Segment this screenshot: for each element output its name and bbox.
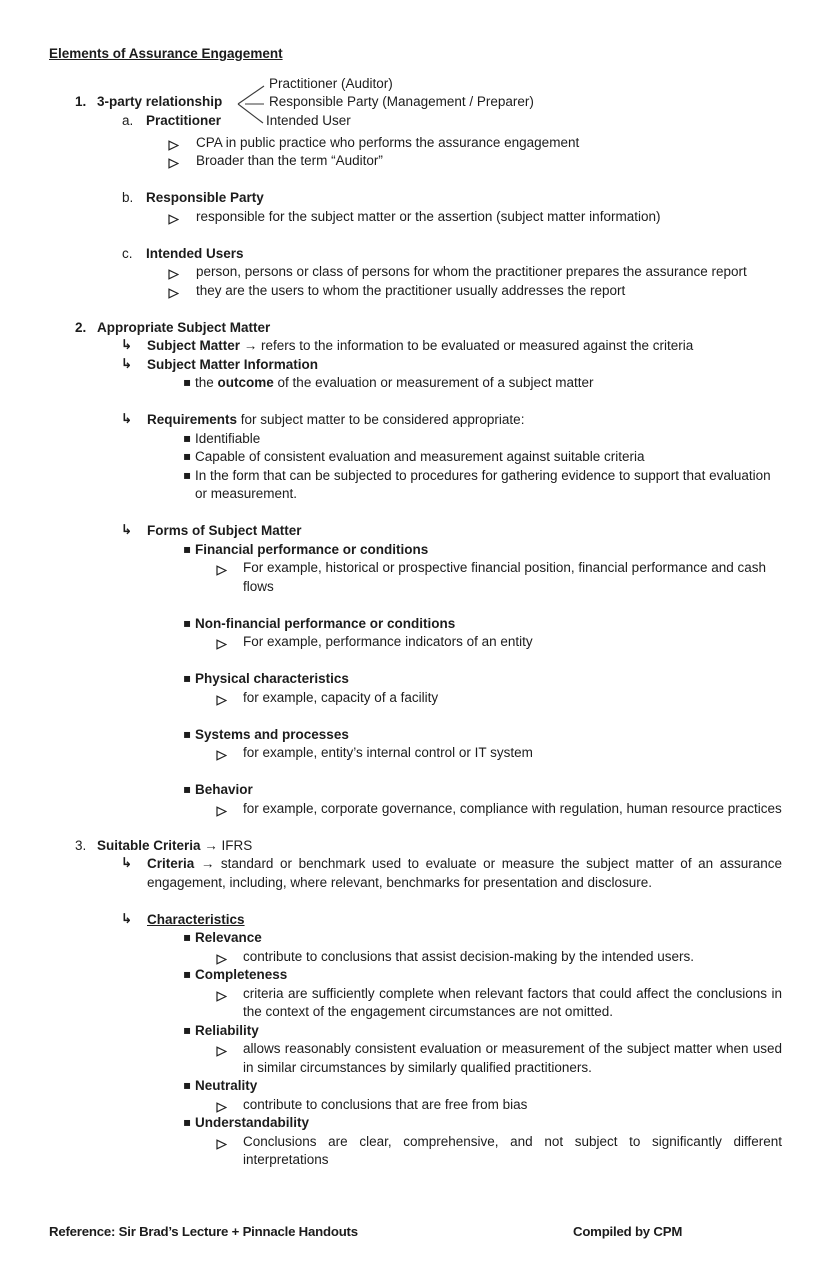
- term: Forms of Subject Matter: [147, 523, 302, 538]
- item1c-label: Intended Users: [146, 245, 244, 261]
- square-bullet-icon: ▪: [183, 615, 192, 630]
- bullet-line: [49, 1133, 782, 1170]
- square-bullet-icon: ▪: [183, 375, 192, 389]
- term: Neutrality: [195, 1078, 258, 1093]
- square-bullet-line: [49, 615, 782, 634]
- item1a-heading: [122, 112, 221, 131]
- square-bullet-line: [49, 1077, 782, 1096]
- bullet-line: [49, 208, 782, 227]
- item1a-letter: a.: [122, 112, 134, 128]
- diagram-branch-intended-user: Intended User: [266, 112, 351, 128]
- term: Completeness: [195, 967, 288, 982]
- diagram-branch-responsible-party: Responsible Party (Management / Preparer): [269, 94, 534, 109]
- square-bullet-line: [49, 1022, 782, 1041]
- item1a-label: Practitioner: [146, 112, 222, 128]
- page-footer: [49, 1223, 782, 1242]
- term: Understandability: [195, 1115, 310, 1130]
- spacer: [49, 818, 782, 837]
- bullet-text: responsible for the subject matter or the assertion (subject matter information): [196, 208, 661, 224]
- arrow-bullet-icon: [168, 286, 179, 297]
- square-bullet-line: [49, 966, 782, 985]
- term: Requirements: [147, 412, 238, 427]
- spacer: [49, 763, 782, 782]
- diagram-branch-practitioner: Practitioner (Auditor): [269, 75, 393, 91]
- footer-reference: Reference: Sir Brad’s Lecture + Pinnacle Handouts: [49, 1224, 358, 1239]
- spacer: [49, 652, 782, 671]
- square-bullet-line: [49, 541, 782, 560]
- arrow-bullet-icon: [216, 989, 227, 1000]
- arrow-bullet-icon: [168, 156, 179, 167]
- bullet-line: [49, 633, 782, 652]
- bullet-line: [49, 152, 782, 171]
- square-bullet-icon: ▪: [183, 467, 192, 482]
- arrow-bullet-icon: [216, 637, 227, 648]
- term: Subject Matter: [147, 338, 241, 353]
- bullet-text: for example, corporate governance, compliance with regulation, human resource practices: [243, 800, 782, 816]
- bullet-text: contribute to conclusions that assist decision-making by the intended users.: [243, 948, 694, 964]
- bullet-text: person, persons or class of persons for whom the practitioner prepares the assurance report: [196, 264, 747, 279]
- bullet-text: for example, entity’s internal control or IT system: [243, 745, 533, 760]
- item3-label: Suitable Criteria: [97, 837, 201, 853]
- item1-number: 1.: [75, 94, 87, 109]
- arrow-bullet-icon: [216, 693, 227, 704]
- square-bullet-icon: ▪: [183, 430, 192, 445]
- arrow-bullet-icon: [216, 804, 227, 815]
- square-bullet-line: [49, 374, 782, 393]
- item2-heading: [49, 319, 782, 338]
- spacer: [49, 171, 782, 190]
- item1b-letter: b.: [122, 190, 134, 205]
- hook-bullet-icon: ↳: [121, 411, 133, 427]
- item3-label-rest: → IFRS: [200, 837, 253, 853]
- text: In the form that can be subjected to procedures for gathering evidence to support that evaluation or measurement.: [195, 467, 771, 501]
- text: Identifiable: [195, 430, 261, 446]
- text: of the evaluation or measurement of a subject matter: [273, 375, 594, 390]
- spacer: [49, 892, 782, 911]
- bullet-text: for example, capacity of a facility: [243, 689, 439, 705]
- hook-bullet-icon: ↳: [121, 855, 133, 871]
- square-bullet-line: [49, 726, 782, 745]
- hook-bullet-icon: ↳: [121, 355, 133, 372]
- hook-line: [49, 522, 782, 541]
- document-body: [49, 45, 782, 1170]
- square-bullet-line: [49, 430, 782, 449]
- text: the: [195, 375, 218, 390]
- hook-bullet-icon: ↳: [121, 522, 133, 538]
- arrow-bullet-icon: [216, 1137, 227, 1148]
- document-title: Elements of Assurance Engagement: [49, 46, 283, 61]
- square-bullet-icon: ▪: [183, 449, 192, 463]
- bullet-text: allows reasonably consistent evaluation or measurement of the subject matter when used in similar circumstances by similarly qualified practitioners.: [243, 1041, 782, 1075]
- bullet-text: For example, historical or prospective financial position, financial performance and cash flows: [243, 560, 767, 594]
- arrow-bullet-icon: [168, 138, 179, 149]
- square-bullet-icon: ▪: [183, 782, 192, 796]
- item1b-heading: [49, 189, 782, 208]
- item2-label: Appropriate Subject Matter: [97, 319, 271, 335]
- bullet-line: [49, 985, 782, 1022]
- square-bullet-line: [49, 467, 782, 504]
- square-bullet-line: [49, 1114, 782, 1133]
- item1-label: 3-party relationship: [97, 94, 223, 109]
- term: Financial performance or conditions: [195, 541, 429, 557]
- term: Relevance: [195, 930, 262, 945]
- item1c-heading: [49, 245, 782, 264]
- spacer: [49, 707, 782, 726]
- footer-compiled-by: Compiled by CPM: [573, 1224, 683, 1239]
- term: Criteria: [147, 856, 195, 871]
- term: Subject Matter Information: [147, 356, 319, 372]
- bullet-text: they are the users to whom the practitioner usually addresses the report: [196, 282, 626, 298]
- item3-number: 3.: [75, 837, 87, 853]
- spacer: [49, 596, 782, 615]
- square-bullet-icon: ▪: [183, 967, 192, 981]
- arrow-bullet-icon: [168, 267, 179, 278]
- bullet-line: [49, 134, 782, 153]
- hook-bullet-icon: ↳: [121, 910, 133, 927]
- square-bullet-icon: ▪: [183, 930, 192, 944]
- bullet-line: [49, 948, 782, 967]
- hook-line: [49, 411, 782, 430]
- bullet-text: contribute to conclusions that are free from bias: [243, 1096, 528, 1112]
- hook-line: [49, 356, 782, 375]
- arrow-bullet-icon: [216, 952, 227, 963]
- spacer: [49, 393, 782, 412]
- square-bullet-line: [49, 448, 782, 467]
- term: Reliability: [195, 1022, 259, 1038]
- item1-heading: [75, 93, 222, 112]
- square-bullet-icon: ▪: [183, 541, 192, 556]
- bullet-line: [49, 263, 782, 282]
- term: Physical characteristics: [195, 671, 349, 686]
- bullet-line: [49, 800, 782, 819]
- bullet-line: [49, 282, 782, 301]
- hook-line: [49, 337, 782, 356]
- characteristics-heading: Characteristics: [147, 911, 245, 927]
- bullet-text: criteria are sufficiently complete when relevant factors that could affect the conclusions in the context of the engagement circumstances are not omitted.: [243, 985, 782, 1019]
- square-bullet-line: [49, 781, 782, 800]
- square-bullet-icon: ▪: [183, 1022, 192, 1037]
- term: Systems and processes: [195, 726, 349, 742]
- bullet-text: Broader than the term “Auditor”: [196, 153, 383, 168]
- term: outcome: [217, 375, 274, 390]
- hook-bullet-icon: ↳: [121, 337, 133, 353]
- definition: for subject matter to be considered appropriate:: [237, 412, 525, 427]
- definition: → standard or benchmark used to evaluate or measure the subject matter of an assurance engagement, including, where relevant, benchmarks for presentation and disclosure.: [147, 856, 782, 890]
- square-bullet-line: [49, 929, 782, 948]
- square-bullet-icon: ▪: [183, 1115, 192, 1129]
- arrow-bullet-icon: [216, 1044, 227, 1055]
- definition: → refers to the information to be evaluated or measured against the criteria: [240, 338, 694, 353]
- spacer: [49, 226, 782, 245]
- item1b-label: Responsible Party: [146, 190, 264, 205]
- hook-line: [49, 911, 782, 930]
- bullet-text: For example, performance indicators of an entity: [243, 634, 533, 649]
- arrow-bullet-icon: [216, 748, 227, 759]
- term: Behavior: [195, 782, 253, 797]
- bullet-text: Conclusions are clear, comprehensive, and not subject to significantly different interpretations: [243, 1133, 782, 1167]
- bullet-text: CPA in public practice who performs the assurance engagement: [196, 134, 580, 150]
- arrow-bullet-icon: [168, 212, 179, 223]
- three-party-diagram: [49, 75, 782, 131]
- square-bullet-line: [49, 670, 782, 689]
- hook-line: [49, 855, 782, 892]
- bullet-line: [49, 1096, 782, 1115]
- square-bullet-icon: ▪: [183, 726, 192, 741]
- square-bullet-icon: ▪: [183, 671, 192, 685]
- bullet-line: [49, 744, 782, 763]
- bullet-line: [49, 559, 782, 596]
- item3-heading: [49, 837, 782, 856]
- arrow-bullet-icon: [216, 1100, 227, 1111]
- item2-number: 2.: [75, 319, 87, 335]
- spacer: [49, 300, 782, 319]
- spacer: [49, 504, 782, 523]
- bullet-line: [49, 689, 782, 708]
- arrow-bullet-icon: [216, 563, 227, 574]
- bullet-line: [49, 1040, 782, 1077]
- square-bullet-icon: ▪: [183, 1078, 192, 1092]
- term: Non-financial performance or conditions: [195, 615, 456, 631]
- item1c-letter: c.: [122, 245, 133, 261]
- text: Capable of consistent evaluation and measurement against suitable criteria: [195, 449, 645, 464]
- diagram-fan-lines-icon: [237, 77, 265, 129]
